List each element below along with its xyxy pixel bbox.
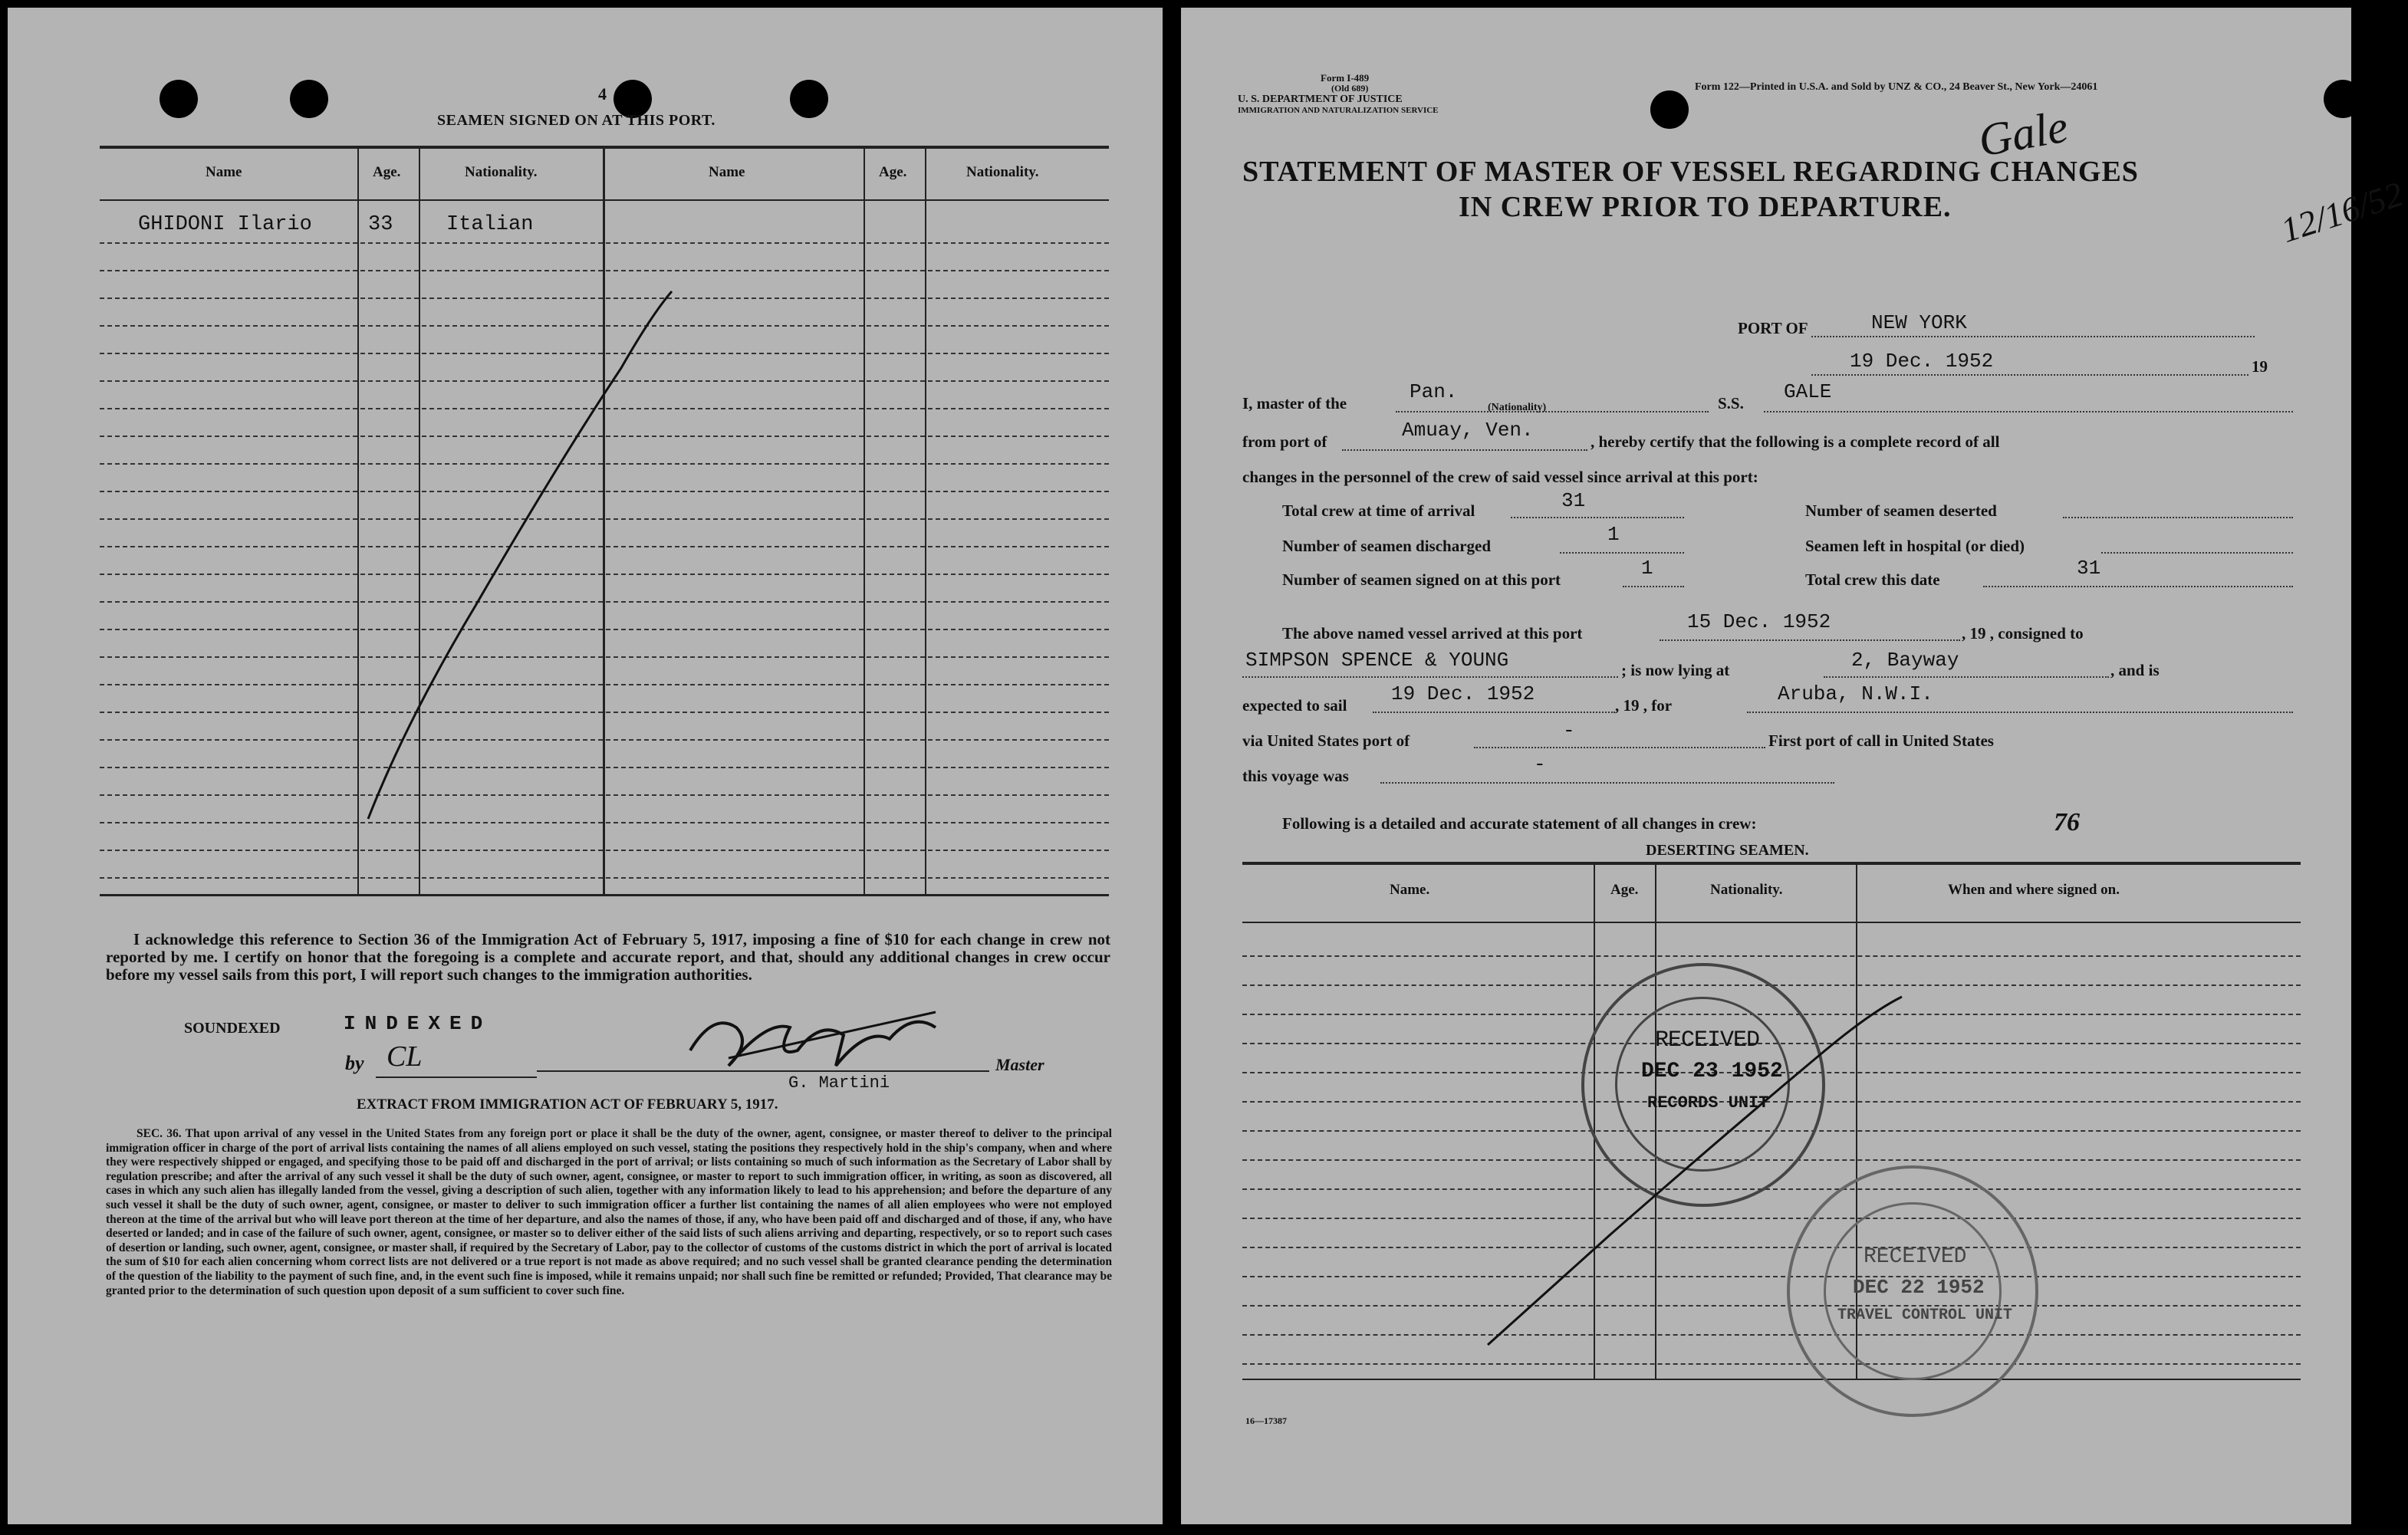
column-header-name: Name [206, 164, 242, 180]
total-date-label: Total crew this date [1805, 570, 1940, 589]
seaman-age: 33 [368, 213, 393, 236]
lying-label: ; is now lying at [1621, 661, 1730, 679]
consignee-value: SIMPSON SPENCE & YOUNG [1245, 649, 1509, 672]
master-name: G. Martini [788, 1073, 890, 1093]
discharged-label: Number of seamen discharged [1282, 537, 1492, 555]
seaman-nationality: Italian [446, 213, 534, 236]
certify-text: , hereby certify that the following is a complete record of all [1591, 432, 2000, 451]
column-header-nationality: Nationality. [966, 164, 1039, 180]
soundexed-stamp: SOUNDEXED [184, 1020, 281, 1037]
column-header-nationality: Nationality. [1710, 882, 1783, 898]
handwritten-number: 76 [2054, 808, 2080, 837]
section-title: SEAMEN SIGNED ON AT THIS PORT. [437, 112, 715, 129]
expected-value: 19 Dec. 1952 [1391, 682, 1535, 705]
column-header-name: Name. [1390, 882, 1430, 898]
total-date-value: 31 [2077, 557, 2101, 580]
form-title-line2: IN CREW PRIOR TO DEPARTURE. [1459, 191, 1952, 223]
voyage-label: this voyage was [1242, 767, 1349, 785]
section-36-text: SEC. 36. That upon arrival of any vessel in the United States from any foreign port or place it shall be the duty of the owner, agent, consignee, or master thereof to deliver to the principal immigration officer in charge of the port of arrival lists containing the names of all aliens employed on such vessel, stating the positions they respectively hold in the ship's company, when and where they were respectively shipped or engaged, and specifying those to be paid off and discharged in the port of arrival; or lists containing so much of such information as the Secretary of Labor shall by regulation prescribe; and after the arrival of any such vessel it shall be the duty of such owner, agent, consignee, or master to report to such immigration officer, in writing, as soon as discovered, all cases in which any such alien has illegally landed from the vessel, giving a description of such alien, together with any information likely to lead to his apprehension; and before the departure of any such vessel it shall be the duty of such owner, agent, consignee, or master to deliver to such immigration officer a further list containing the names of all alien employees who were not employed thereon at the time of the arrival but who will leave port thereon at the time of her departure, and also the names of those, if any, who have been paid off and discharged and of those, if any, who have deserted or landed; and in case of the failure of such owner, agent, consignee, or master so to deliver either of the said lists of such aliens arriving and departing, respectively, or so to report such cases of desertion or landing, such owner, agent, consignee, or master shall, if required by the Secretary of Labor, pay to the collector of customs of the customs district in which the port of arrival is located the sum of $10 for each alien concerning whom correct lists are not delivered or a true report is not made as above required; and no such vessel shall be granted clearance pending the determination of the question of the liability to the payment of such fine, and, in the event such fine is imposed, while it remains unpaid; nor shall such fine be remitted or refunded; Provided, That clearance may be granted prior to the determination of such question upon deposit of a sum sufficient to cover such fine. [106, 1127, 1112, 1297]
indexed-stamp: INDEXED [344, 1012, 492, 1035]
by-label: by [345, 1052, 364, 1074]
from-port-label: from port of [1242, 432, 1327, 451]
handwritten-date: 12/16/52 [2276, 173, 2408, 251]
changes-text: changes in the personnel of the crew of said vessel since arrival at this port: [1242, 468, 1758, 486]
via-value: - [1563, 719, 1575, 742]
by-line [376, 1076, 537, 1078]
master-label: Master [995, 1055, 1044, 1074]
consigned-label: , 19 , consigned to [1962, 624, 2084, 643]
left-page [8, 8, 1163, 1524]
following-text: Following is a detailed and accurate statement of all changes in crew: [1282, 814, 1757, 833]
port-label: PORT OF [1738, 319, 1808, 337]
right-page [1181, 8, 2408, 1524]
column-header-name: Name [709, 164, 745, 180]
seaman-name: GHIDONI Ilario [138, 213, 312, 236]
deserted-label: Number of seamen deserted [1805, 501, 1997, 520]
extract-title: EXTRACT FROM IMMIGRATION ACT OF FEBRUARY 5, 1917. [357, 1096, 778, 1113]
column-header-when-where: When and where signed on. [1948, 882, 2120, 898]
total-arrival-value: 31 [1561, 489, 1586, 512]
total-arrival-label: Total crew at time of arrival [1282, 501, 1475, 520]
column-header-nationality: Nationality. [465, 164, 538, 180]
ship-name: GALE [1784, 380, 1832, 403]
from-port-value: Amuay, Ven. [1402, 419, 1534, 442]
first-port-label: First port of call in United States [1768, 731, 1994, 750]
initials: CL [387, 1040, 423, 1073]
year-prefix: 19 [2252, 357, 2268, 376]
for-label: , 19 , for [1615, 696, 1673, 715]
stamp-received-text: RECEIVED [1864, 1245, 1967, 1269]
discharged-value: 1 [1607, 523, 1620, 546]
stamp-unit: TRAVEL CONTROL UNIT [1837, 1307, 2013, 1324]
cancel-line [1181, 8, 2351, 1524]
nationality-caption: (Nationality) [1488, 402, 1547, 413]
arrived-label: The above named vessel arrived at this port [1282, 624, 1583, 643]
lying-value: 2, Bayway [1851, 649, 1959, 672]
destination-value: Aruba, N.W.I. [1778, 682, 1933, 705]
column-header-age: Age. [1610, 882, 1639, 898]
form-code: 16—17387 [1245, 1415, 1287, 1426]
nationality-value: Pan. [1410, 380, 1458, 403]
signed-on-value: 1 [1641, 557, 1653, 580]
and-is-label: , and is [2110, 661, 2160, 679]
arrived-value: 15 Dec. 1952 [1687, 610, 1831, 633]
handwritten-ship-name: Gale [1975, 100, 2072, 166]
printer-line: Form 122—Printed in U.S.A. and Sold by UNZ & CO., 24 Beaver St., New York—24061 [1695, 81, 2098, 93]
deserting-title: DESERTING SEAMEN. [1646, 842, 1809, 859]
stamp-date: DEC 23 1952 [1641, 1060, 1783, 1083]
voyage-value: - [1534, 753, 1546, 776]
signed-on-label: Number of seamen signed on at this port [1282, 570, 1561, 589]
form-number: Form I-489 [1321, 72, 1370, 84]
page-number: 4 [598, 84, 607, 104]
column-header-age: Age. [879, 164, 907, 180]
column-header-age: Age. [373, 164, 401, 180]
hospital-label: Seamen left in hospital (or died) [1805, 537, 2025, 555]
port-value: NEW YORK [1871, 311, 1967, 334]
expected-label: expected to sail [1242, 696, 1347, 715]
ss-label: S.S. [1718, 394, 1744, 413]
stamp-unit: RECORDS UNIT [1647, 1093, 1769, 1113]
stamp-received-text: RECEIVED [1655, 1027, 1760, 1053]
department: U. S. DEPARTMENT OF JUSTICE [1238, 94, 1403, 105]
acknowledgment-text: I acknowledge this reference to Section 36 of the Immigration Act of February 5, 1917, imposing a fine of $10 for each change in crew not reported by me. I certify on honor that the foregoing is a complete and accurate report, and that, should any additional changes in crew occur before my vessel sails from this port, I will report such changes to the immigration authorities. [106, 930, 1110, 984]
date-value: 19 Dec. 1952 [1850, 350, 1994, 373]
via-label: via United States port of [1242, 731, 1410, 750]
form-old-number: (Old 689) [1331, 83, 1369, 94]
form-title-line1: STATEMENT OF MASTER OF VESSEL REGARDING CHANGES [1242, 156, 2139, 188]
service: IMMIGRATION AND NATURALIZATION SERVICE [1238, 106, 1439, 115]
master-of-label: I, master of the [1242, 394, 1347, 413]
stamp-date: DEC 22 1952 [1853, 1276, 1985, 1299]
